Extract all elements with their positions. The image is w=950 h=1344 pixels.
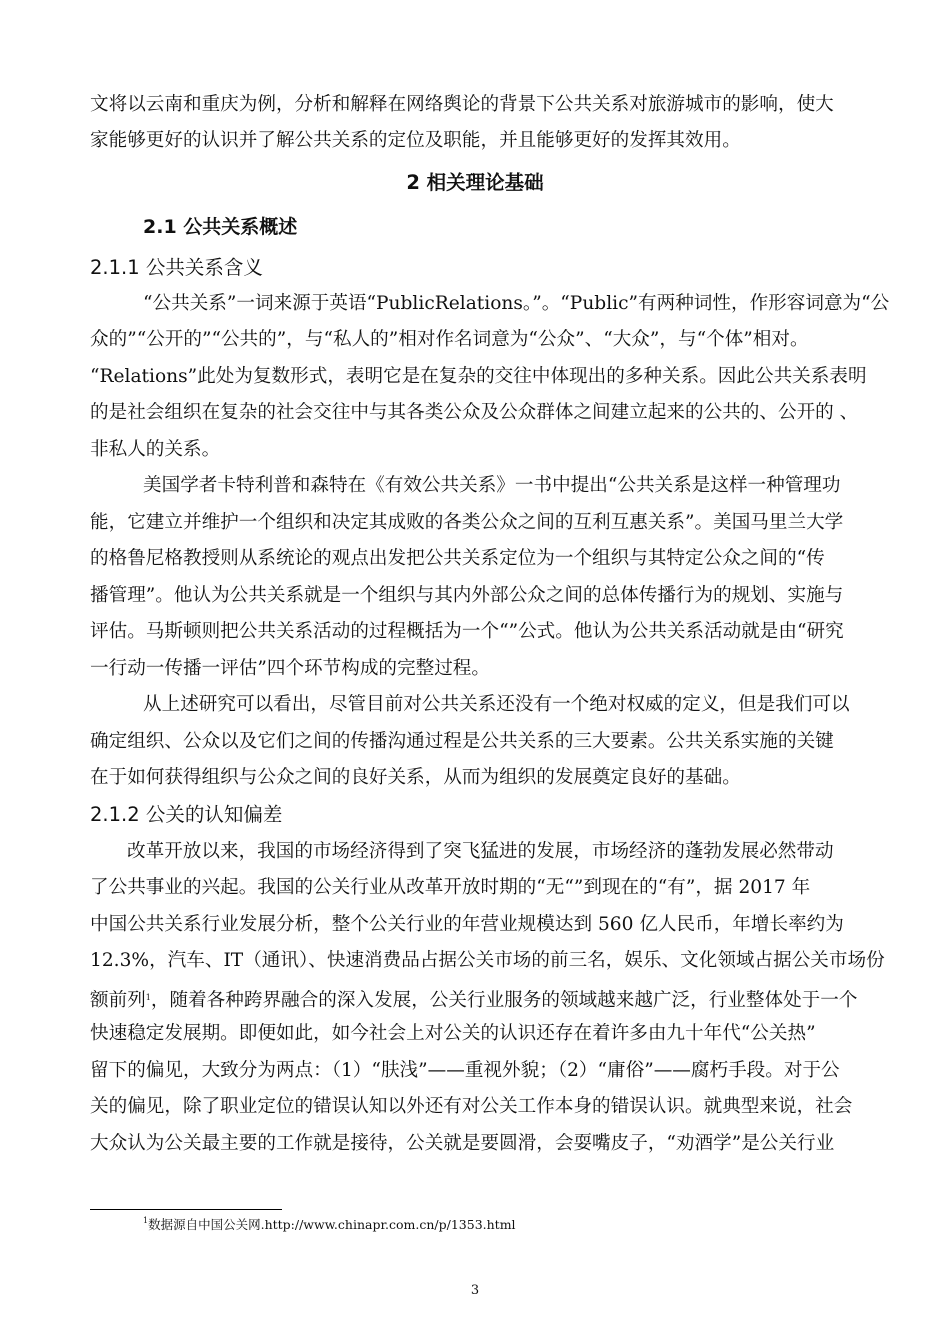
body-text-line: 众的”“公开的”“公共的”，与“私人的”相对作名词意为“公众”、“大众”，与“个体”相对。 <box>90 329 809 350</box>
body-text-line: 关的偏见，除了职业定位的错误认知以外还有对公关工作本身的错误认识。就典型来说，社会 <box>90 1096 853 1117</box>
footnote-text: 数据源自中国公关网.http://www.chinapr.com.cn/p/1353.html <box>148 1217 516 1232</box>
footnote-reference[interactable]: 1 <box>145 993 151 1002</box>
body-text-line: 12.3%，汽车、IT（通讯）、快速消费品占据公关市场的前三名，娱乐、文化领域占据公关市场份 <box>90 950 885 971</box>
body-text-line: 家能够更好的认识并了解公共关系的定位及职能，并且能够更好的发挥其效用。 <box>90 130 741 151</box>
body-text-line: 改革开放以来，我国的市场经济得到了突飞猛进的发展，市场经济的蓬勃发展必然带动 <box>127 841 834 862</box>
body-text-line: 快速稳定发展期。即便如此，如今社会上对公关的认识还存在着许多由九十年代“公关热” <box>90 1023 816 1044</box>
body-text-line: 的格鲁尼格教授则从系统论的观点出发把公共关系定位为一个组织与其特定公众之间的“传 <box>90 548 825 569</box>
body-text-line <box>90 985 857 1014</box>
body-text-line: 大众认为公关最主要的工作就是接待，公关就是要圆滑，会耍嘴皮子，“劝酒学”是公关行业 <box>90 1133 835 1154</box>
body-text-line: 评估。马斯顿则把公共关系活动的过程概括为一个“”公式。他认为公共关系活动就是由“研究 <box>90 621 844 642</box>
footnote <box>143 1212 516 1234</box>
body-text-line: 能，它建立并维护一个组织和决定其成败的各类公众之间的互利互惠关系”。美国马里兰大学 <box>90 512 844 533</box>
page-number: 3 <box>470 1283 480 1298</box>
body-text-line: 文将以云南和重庆为例，分析和解释在网络舆论的背景下公共关系对旅游城市的影响，使大 <box>90 94 834 115</box>
body-text-line: 一行动一传播一评估”四个环节构成的完整过程。 <box>90 658 490 679</box>
body-text-line: 播管理”。他认为公共关系就是一个组织与其内外部公众之间的总体传播行为的规划、实施与 <box>90 585 844 606</box>
body-text-line: 从上述研究可以看出，尽管目前对公共关系还没有一个绝对权威的定义，但是我们可以 <box>143 694 850 715</box>
section-heading: 2.1 公共关系概述 <box>143 216 298 238</box>
subsection-heading: 2.1.1 公共关系含义 <box>90 256 263 279</box>
body-text-line: 了公共事业的兴起。我国的公关行业从改革开放时期的“无“”到现在的“有”，据 2017 年 <box>90 877 811 898</box>
body-text-line: “Relations”此处为复数形式，表明它是在复杂的交往中体现出的多种关系。因此公共关系表明 <box>90 366 867 387</box>
body-text-line: 非私人的关系。 <box>90 439 221 460</box>
body-text-line: 中国公共关系行业发展分析，整个公关行业的年营业规模达到 560 亿人民币，年增长率约为 <box>90 914 844 935</box>
body-text-span: 额前列 <box>90 990 146 1011</box>
body-text-line: “公共关系”一词来源于英语“PublicRelations。”。“Public”有两种词性，作形容词意为“公 <box>143 293 890 314</box>
body-text-span: ，随着各种跨界融合的深入发展，公关行业服务的领域越来越广泛，行业整体处于一个 <box>150 990 858 1011</box>
subsection-heading: 2.1.2 公关的认知偏差 <box>90 803 283 826</box>
body-text-line: 确定组织、公众以及它们之间的传播沟通过程是公共关系的三大要素。公共关系实施的关键 <box>90 731 834 752</box>
chapter-heading: 2 相关理论基础 <box>406 171 544 194</box>
body-text-line: 留下的偏见，大致分为两点：（1）“肤浅”——重视外貌；（2）“庸俗”——腐朽手段。对于公 <box>90 1060 840 1081</box>
footnote-marker: 1 <box>143 1216 149 1225</box>
body-text-line: 在于如何获得组织与公众之间的良好关系，从而为组织的发展奠定良好的基础。 <box>90 767 741 788</box>
body-text-line: 的是社会组织在复杂的社会交往中与其各类公众及公众群体之间建立起来的公共的、公开的 、 <box>90 402 859 423</box>
body-text-line: 美国学者卡特利普和森特在《有效公共关系》一书中提出“公共关系是这样一种管理功 <box>143 475 841 496</box>
footnote-separator <box>90 1209 282 1210</box>
